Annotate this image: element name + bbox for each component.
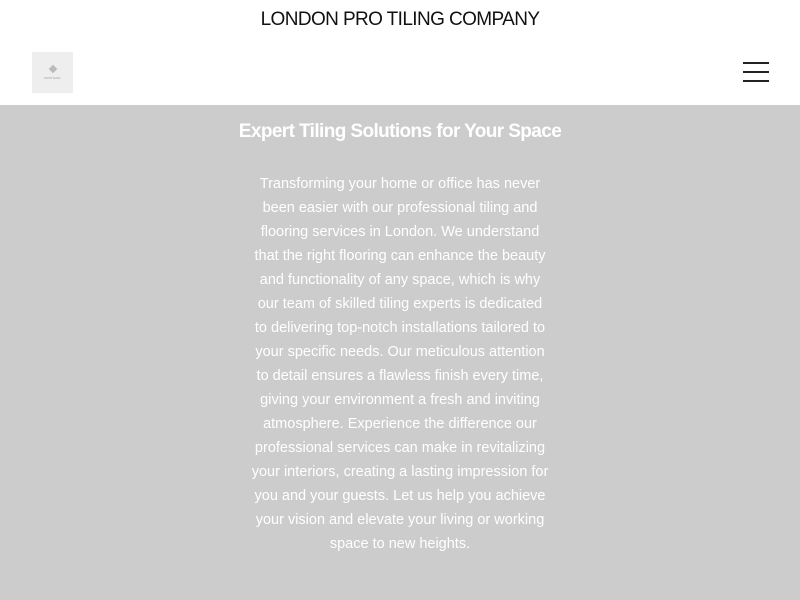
paragraph-line: giving your environment a fresh and inviting xyxy=(260,392,540,408)
logo-text: PROTILING xyxy=(44,75,61,80)
paragraph-line: to detail ensures a flawless finish every time, xyxy=(256,368,544,384)
paragraph-line: and functionality of any space, which is why xyxy=(259,272,541,288)
site-title[interactable]: LONDON PRO TILING COMPANY xyxy=(260,9,540,30)
logo[interactable] xyxy=(32,52,73,93)
paragraph-line: Transforming your home or office has never xyxy=(259,176,541,192)
paragraph-line: to delivering top-notch installations tailored to xyxy=(254,320,546,336)
paragraph-line: you and your guests. Let us help you achieve xyxy=(254,488,546,504)
paragraph-line: flooring services in London. We understand xyxy=(260,224,540,240)
paragraph-line: professional services can make in revitalizing xyxy=(254,440,546,456)
menu-bar xyxy=(743,71,769,73)
site-header xyxy=(0,0,800,105)
hero-section xyxy=(0,105,800,556)
logo-diamond-icon xyxy=(48,64,56,72)
menu-bar xyxy=(743,80,769,82)
paragraph-line: space to new heights. xyxy=(329,536,471,552)
paragraph-line: that the right flooring can enhance the beauty xyxy=(254,248,546,264)
menu-bar xyxy=(743,62,769,64)
paragraph-line: been easier with our professional tiling and xyxy=(262,200,538,216)
hero-title: Expert Tiling Solutions for Your Space xyxy=(238,121,562,142)
paragraph-line: our team of skilled tiling experts is dedicated xyxy=(257,296,543,312)
paragraph-line: atmosphere. Experience the difference our xyxy=(263,416,537,432)
hamburger-menu-icon[interactable] xyxy=(743,62,769,82)
paragraph-line: your interiors, creating a lasting impression for xyxy=(251,464,549,480)
paragraph-line: your vision and elevate your living or working xyxy=(255,512,545,528)
hero-paragraph xyxy=(0,172,800,556)
paragraph-line: your specific needs. Our meticulous attention xyxy=(255,344,545,360)
